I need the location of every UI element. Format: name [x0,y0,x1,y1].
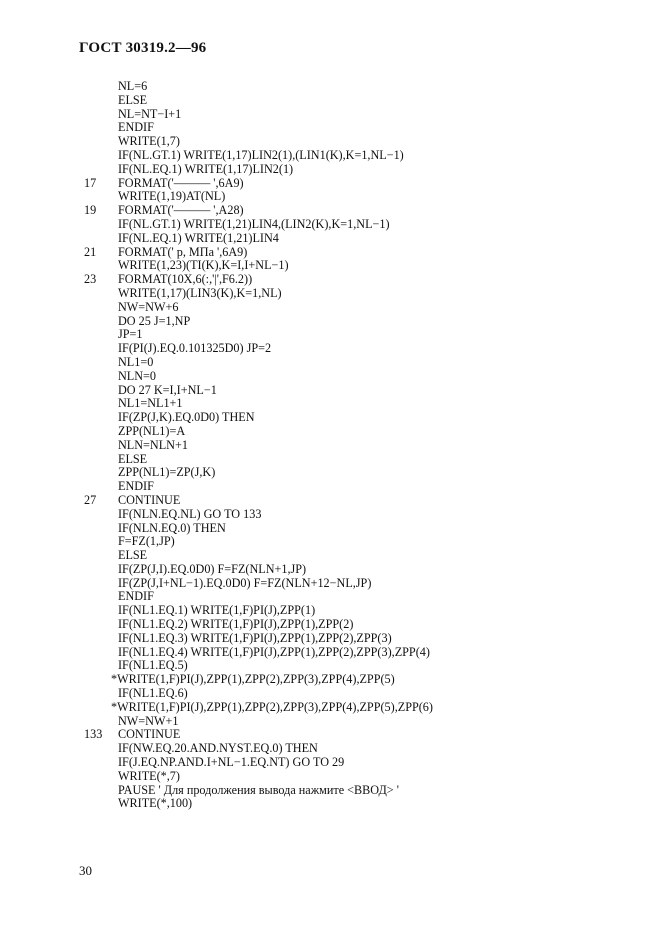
code-text: ZPP(NL1)=ZP(J,K) [118,465,216,480]
code-line [0,522,661,536]
code-text: IF(NL.EQ.1) WRITE(1,17)LIN2(1) [118,161,294,176]
code-line [0,563,661,577]
code-text: CONTINUE [118,492,181,507]
code-text: NW=NW+1 [118,713,179,728]
code-text: ZPP(NL1)=A [118,423,186,438]
code-text: ELSE [118,548,148,563]
code-line [0,756,661,770]
statement-label: 133 [84,727,103,742]
code-line [0,273,661,287]
code-text: *WRITE(1,F)PI(J),ZPP(1),ZPP(2),ZPP(3),ZPP(4),ZPP(5) [111,672,395,687]
code-line [0,328,661,342]
code-text: IF(PI(J).EQ.0.101325D0) JP=2 [118,341,272,356]
code-line [0,177,661,191]
code-text: WRITE(1,19)AT(NL) [118,189,226,204]
code-text: IF(NL.GT.1) WRITE(1,21)LIN4,(LIN2(K),K=1,NL−1) [118,216,390,231]
code-text: DO 27 K=I,I+NL−1 [118,382,217,397]
code-text: FORMAT('——— ',6A9) [118,175,244,190]
code-line [0,232,661,246]
statement-label: 27 [84,492,97,507]
code-line [0,411,661,425]
code-line [0,618,661,632]
code-line [0,94,661,108]
code-line [0,370,661,384]
code-line [0,549,661,563]
code-line [0,604,661,618]
code-line [0,728,661,742]
code-text: IF(ZP(J,I+NL−1).EQ.0D0) F=FZ(NLN+12−NL,JP) [118,575,372,590]
code-text: ENDIF [118,479,154,494]
code-line [0,480,661,494]
code-line [0,784,661,798]
code-line [0,397,661,411]
code-text: F=FZ(1,JP) [118,534,175,549]
code-line [0,646,661,660]
code-text: ELSE [118,451,148,466]
page-header: ГОСТ 30319.2—96 [79,40,207,56]
code-line [0,508,661,522]
code-line [0,246,661,260]
code-text: FORMAT(10X,6(:,'|',F6.2)) [118,272,253,287]
code-text: IF(NL1.EQ.1) WRITE(1,F)PI(J),ZPP(1) [118,603,316,618]
code-text: IF(NL1.EQ.5) [118,658,188,673]
code-line [0,315,661,329]
code-line [0,797,661,811]
code-text: NLN=NLN+1 [118,437,188,452]
code-text: DO 25 J=1,NP [118,313,191,328]
code-line [0,535,661,549]
statement-label: 21 [84,244,97,259]
code-line [0,342,661,356]
code-line [0,453,661,467]
code-line [0,425,661,439]
code-text: *WRITE(1,F)PI(J),ZPP(1),ZPP(2),ZPP(3),ZPP(4),ZPP(5),ZPP(6) [111,699,433,714]
code-line [0,190,661,204]
code-line [0,163,661,177]
code-line [0,121,661,135]
code-text: NL1=NL1+1 [118,396,183,411]
code-text: WRITE(*,7) [118,768,180,783]
code-line [0,701,661,715]
code-line [0,466,661,480]
code-text: NL1=0 [118,354,154,369]
page-number: 30 [79,863,92,878]
code-text: ELSE [118,92,148,107]
code-line [0,204,661,218]
code-text: IF(NL1.EQ.3) WRITE(1,F)PI(J),ZPP(1),ZPP(2),ZPP(3) [118,630,392,645]
code-text: NL=NT−I+1 [118,106,182,121]
code-text: FORMAT(' p, МПа ',6A9) [118,244,248,259]
code-text: WRITE(1,23)(TI(K),K=I,I+NL−1) [118,258,289,273]
code-text: CONTINUE [118,727,181,742]
code-text: IF(NLN.EQ.NL) GO TO 133 [118,506,262,521]
code-text: WRITE(*,100) [118,796,193,811]
code-line [0,590,661,604]
code-text: IF(ZP(J,K).EQ.0D0) THEN [118,410,255,425]
code-text: IF(NL1.EQ.6) [118,686,188,701]
statement-label: 19 [84,203,97,218]
code-text: IF(NL.EQ.1) WRITE(1,21)LIN4 [118,230,279,245]
code-text: WRITE(1,17)(LIN3(K),K=1,NL) [118,285,282,300]
code-text: JP=1 [118,327,143,342]
code-text: NLN=0 [118,368,157,383]
code-text: ENDIF [118,589,154,604]
code-text: NL=6 [118,79,148,93]
code-text: IF(NLN.EQ.0) THEN [118,520,226,535]
code-line [0,439,661,453]
code-text: IF(J.EQ.NP.AND.I+NL−1.EQ.NT) GO TO 29 [118,755,345,770]
code-text: PAUSE ' Для продолжения вывода нажмите <ВВОД> ' [118,782,399,797]
code-text: IF(NL1.EQ.2) WRITE(1,F)PI(J),ZPP(1),ZPP(2) [118,617,354,632]
code-text: IF(NL1.EQ.4) WRITE(1,F)PI(J),ZPP(1),ZPP(2),ZPP(3),ZPP(4) [118,644,430,659]
code-text: IF(ZP(J,I).EQ.0D0) F=FZ(NLN+1,JP) [118,561,307,576]
code-text: ENDIF [118,120,154,135]
code-line [0,149,661,163]
code-text: IF(NW.EQ.20.AND.NYST.EQ.0) THEN [118,741,318,756]
code-line [0,218,661,232]
code-line [0,659,661,673]
code-line [0,287,661,301]
statement-label: 23 [84,272,97,287]
code-text: FORMAT('——— ',A28) [118,203,244,218]
code-line [0,715,661,729]
code-text: WRITE(1,7) [118,134,180,149]
code-line [0,301,661,315]
statement-label: 17 [84,175,97,190]
code-line [0,108,661,122]
code-line [0,259,661,273]
code-line [0,80,661,94]
code-listing [0,80,661,811]
code-line [0,742,661,756]
code-line [0,632,661,646]
code-text: NW=NW+6 [118,299,179,314]
code-line [0,356,661,370]
code-line [0,577,661,591]
code-line [0,384,661,398]
code-line [0,770,661,784]
code-line [0,687,661,701]
code-line [0,494,661,508]
code-line [0,673,661,687]
code-line [0,135,661,149]
code-text: IF(NL.GT.1) WRITE(1,17)LIN2(1),(LIN1(K),K=1,NL−1) [118,147,404,162]
